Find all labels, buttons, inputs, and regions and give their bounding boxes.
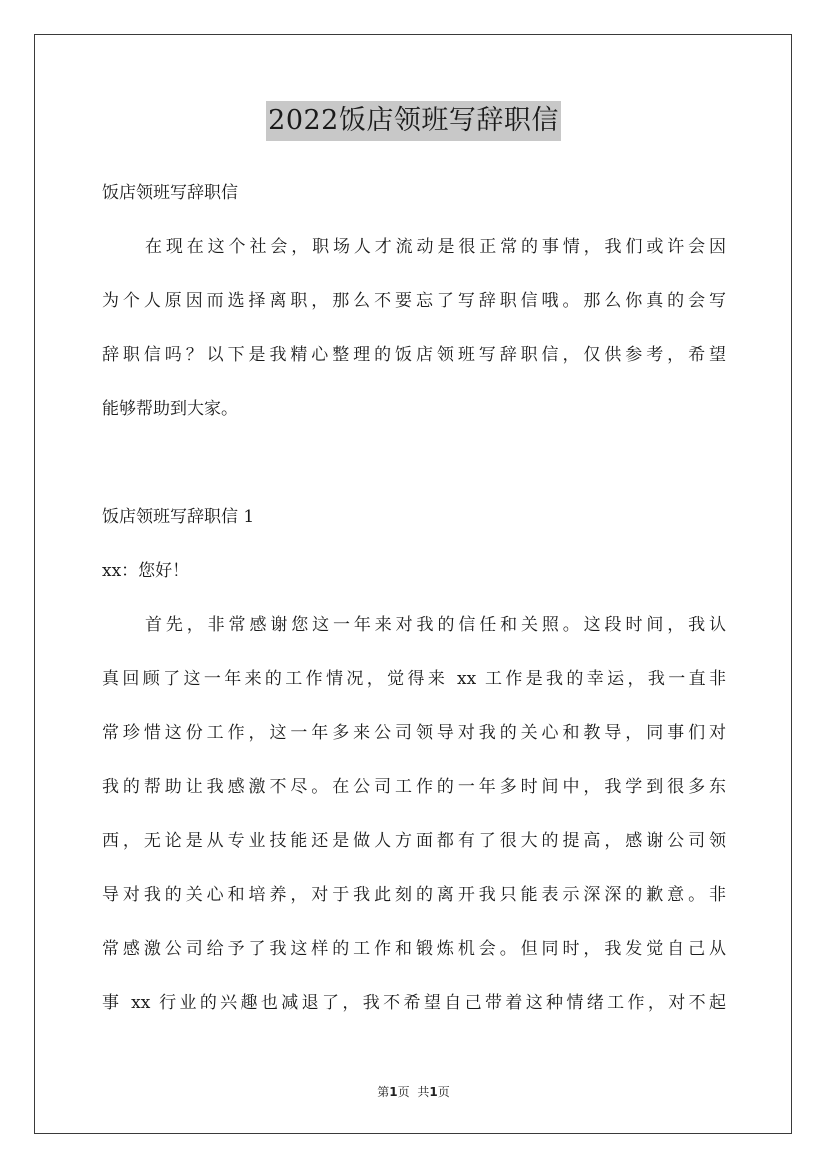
page-number: 1 <box>389 1085 398 1099</box>
body-line: 常感激公司给予了我这样的工作和锻炼机会。但同时，我发觉自己从 <box>102 939 726 959</box>
document-body <box>102 170 726 1034</box>
body-line: 导对我的关心和培养，对于我此刻的离开我只能表示深深的歉意。非 <box>102 885 726 905</box>
total-suffix: 页 <box>437 1085 450 1099</box>
intro-line: 辞职信吗？以下是我精心整理的饭店领班写辞职信，仅供参考，希望 <box>102 345 726 365</box>
body-line: 事 xx 行业的兴趣也减退了，我不希望自己带着这种情绪工作，对不起 <box>102 993 726 1013</box>
total-pages: 1 <box>429 1085 438 1099</box>
intro-line: 为个人原因而选择离职，那么不要忘了写辞职信哦。那么你真的会写 <box>102 291 726 311</box>
page-suffix: 页 <box>397 1085 410 1099</box>
total-prefix: 共 <box>417 1085 430 1099</box>
document-subtitle: 饭店领班写辞职信 <box>102 183 238 203</box>
body-line: 我的帮助让我感激不尽。在公司工作的一年多时间中，我学到很多东 <box>102 777 726 797</box>
letter-greeting: xx：您好！ <box>102 561 190 581</box>
body-line: 西，无论是从专业技能还是做人方面都有了很大的提高，感谢公司领 <box>102 831 726 851</box>
intro-line: 在现在这个社会，职场人才流动是很正常的事情，我们或许会因 <box>145 237 726 257</box>
intro-line: 能够帮助到大家。 <box>102 399 238 419</box>
body-line: 常珍惜这份工作，这一年多来公司领导对我的关心和教导，同事们对 <box>102 723 726 743</box>
document-title: 2022饭店领班写辞职信 <box>266 101 561 141</box>
body-line: 真回顾了这一年来的工作情况，觉得来 xx 工作是我的幸运，我一直非 <box>102 669 726 689</box>
title-container <box>0 101 827 141</box>
paragraph-gap <box>102 440 726 494</box>
body-line: 首先，非常感谢您这一年来对我的信任和关照。这段时间，我认 <box>145 615 726 635</box>
section-heading: 饭店领班写辞职信 1 <box>102 507 255 527</box>
page-footer <box>0 1083 827 1100</box>
page-prefix: 第 <box>377 1085 390 1099</box>
